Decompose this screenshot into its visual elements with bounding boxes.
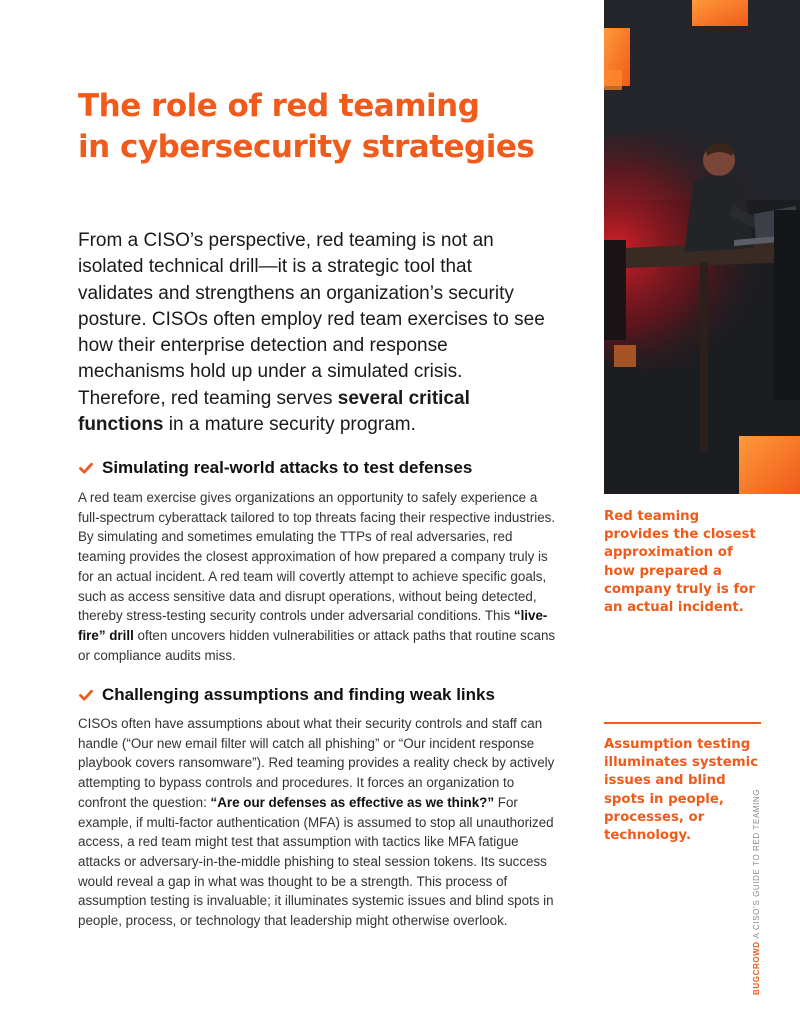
intro-text-end: in a mature security program. [163,414,416,436]
section-heading-challenging-assumptions [78,685,578,705]
section-bold-text: “live-fire” drill [78,608,548,643]
check-icon [78,460,94,476]
section-paragraph-challenging-assumptions [78,714,556,931]
pull-quote: Red teaming provides the closest approximation of how prepared a company truly is for an actual incident. [604,509,756,616]
intro-bold-text: several critical functions [78,387,470,436]
page-title [78,86,578,168]
page-title-line-2: in cybersecurity strategies [78,129,535,165]
section-heading-text: Challenging assumptions and finding weak links [102,685,495,704]
page-title-line-1: The role of red teaming [78,88,480,124]
footer-text: A CISO’S GUIDE TO RED TEAMING [752,788,761,939]
section-text: CISOs often have assumptions about what their security controls and staff can handle (“Our new email filter will catch all phishing” or “Our incident response playbook covers ransomware”). Red teaming provides a reality check by actively attempting to bypass controls and procedures. It forces an organization to confront the question: [78,716,555,810]
section-heading-simulating-attacks [78,458,578,478]
check-icon [78,687,94,703]
section-text: A red team exercise gives organizations an opportunity to safely experience a full-spectrum cyberattack tailored to top threats facing their respective industries. By simulating and sometimes emulating the TTPs of real adversaries, red teaming provides the closest approximation of how prepared a company truly is for an actual incident. A red team will covertly attempt to achieve specific goals, such as access sensitive data and disrupt operations, without being detected, thereby stress-testing security controls under adversarial conditions. This [78,490,556,624]
section-heading-text: Simulating real-world attacks to test defenses [102,458,473,477]
section-text-end: often uncovers hidden vulnerabilities or attack paths that routine scans or compliance audits miss. [78,627,556,663]
intro-text: From a CISO’s perspective, red teaming is not an isolated technical drill—it is a strategic tool that validates and strengthens an organization’s security posture. CISOs often employ red team exercises to see how their enterprise detection and response mechanisms hold up under a simulated crisis. Therefore, red teaming serves [78,230,545,409]
section-bold-text: “Are our defenses as effective as we think?” [210,794,495,810]
hero-photo [604,0,800,494]
section-text-end: For example, if multi-factor authentication (MFA) is assumed to stop all unauthorized access, a red team might test that assumption with tactics like MFA fatigue attacks or adversary-in-the-middle phishing to steal session tokens. Its success would reveal a gap in what was thought to be a strength. This process of assumption testing is invaluable; it illuminates systemic issues and blind spots in people, process, or technology that leadership might otherwise overlook. [78,794,554,929]
brand-name: BUGCROWD [752,941,761,995]
section-paragraph-simulating-attacks [78,488,556,665]
side-footer [752,789,761,995]
intro-paragraph [78,228,548,438]
divider-line [604,722,761,724]
pull-quote: Assumption testing illuminates systemic issues and blind spots in people, processes, or technology. [604,737,759,844]
